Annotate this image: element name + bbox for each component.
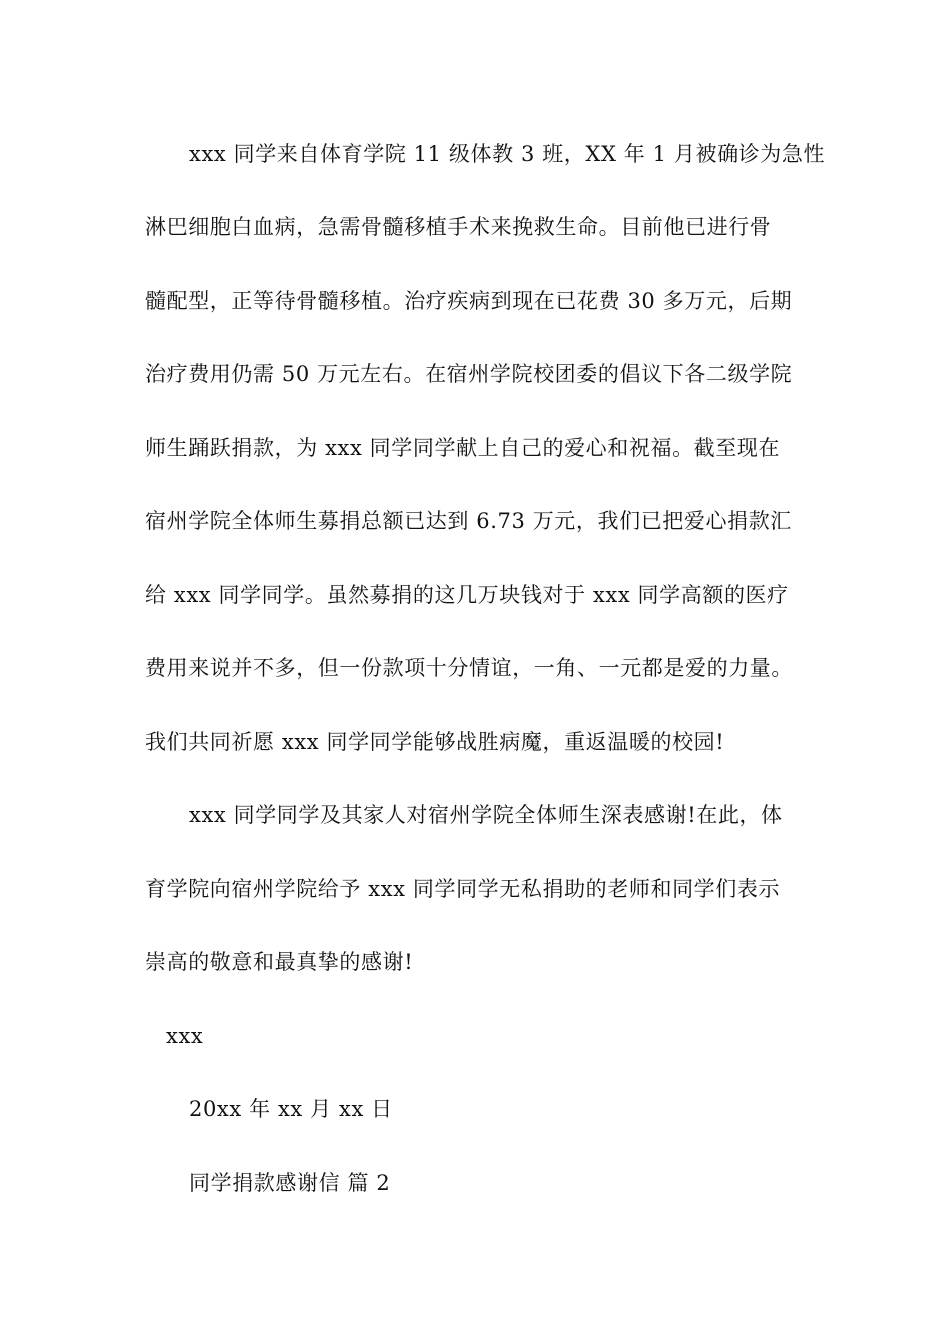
paragraph-2-line-3: 崇高的敬意和最真挚的感谢! (145, 950, 414, 974)
paragraph-1-line-9: 我们共同祈愿 xxx 同学同学能够战胜病魔，重返温暖的校园! (145, 730, 725, 754)
paragraph-1-line-2: 淋巴细胞白血病，急需骨髓移植手术来挽救生命。目前他已进行骨 (145, 215, 772, 239)
paragraph-1-line-3: 髓配型，正等待骨髓移植。治疗疾病到现在已花费 30 多万元，后期 (145, 289, 793, 313)
paragraph-1-line-1: xxx 同学来自体育学院 11 级体教 3 班，XX 年 1 月被确诊为急性 (189, 142, 826, 166)
paragraph-2-line-2: 育学院向宿州学院给予 xxx 同学同学无私捐助的老师和同学们表示 (145, 877, 781, 901)
paragraph-1-line-6: 宿州学院全体师生募捐总额已达到 6.73 万元，我们已把爱心捐款汇 (145, 509, 792, 533)
paragraph-1-line-7: 给 xxx 同学同学。虽然募捐的这几万块钱对于 xxx 同学高额的医疗 (145, 583, 789, 607)
signature: xxx (166, 1024, 204, 1048)
paragraph-1-line-8: 费用来说并不多，但一份款项十分情谊，一角、一元都是爱的力量。 (145, 656, 793, 680)
next-section-title: 同学捐款感谢信 篇 2 (189, 1171, 391, 1195)
paragraph-1-line-4: 治疗费用仍需 50 万元左右。在宿州学院校团委的倡议下各二级学院 (145, 362, 793, 386)
date-line: 20xx 年 xx 月 xx 日 (189, 1097, 393, 1121)
paragraph-1-line-5: 师生踊跃捐款，为 xxx 同学同学献上自己的爱心和祝福。截至现在 (145, 436, 781, 460)
paragraph-2-line-1: xxx 同学同学及其家人对宿州学院全体师生深表感谢!在此，体 (189, 803, 783, 827)
